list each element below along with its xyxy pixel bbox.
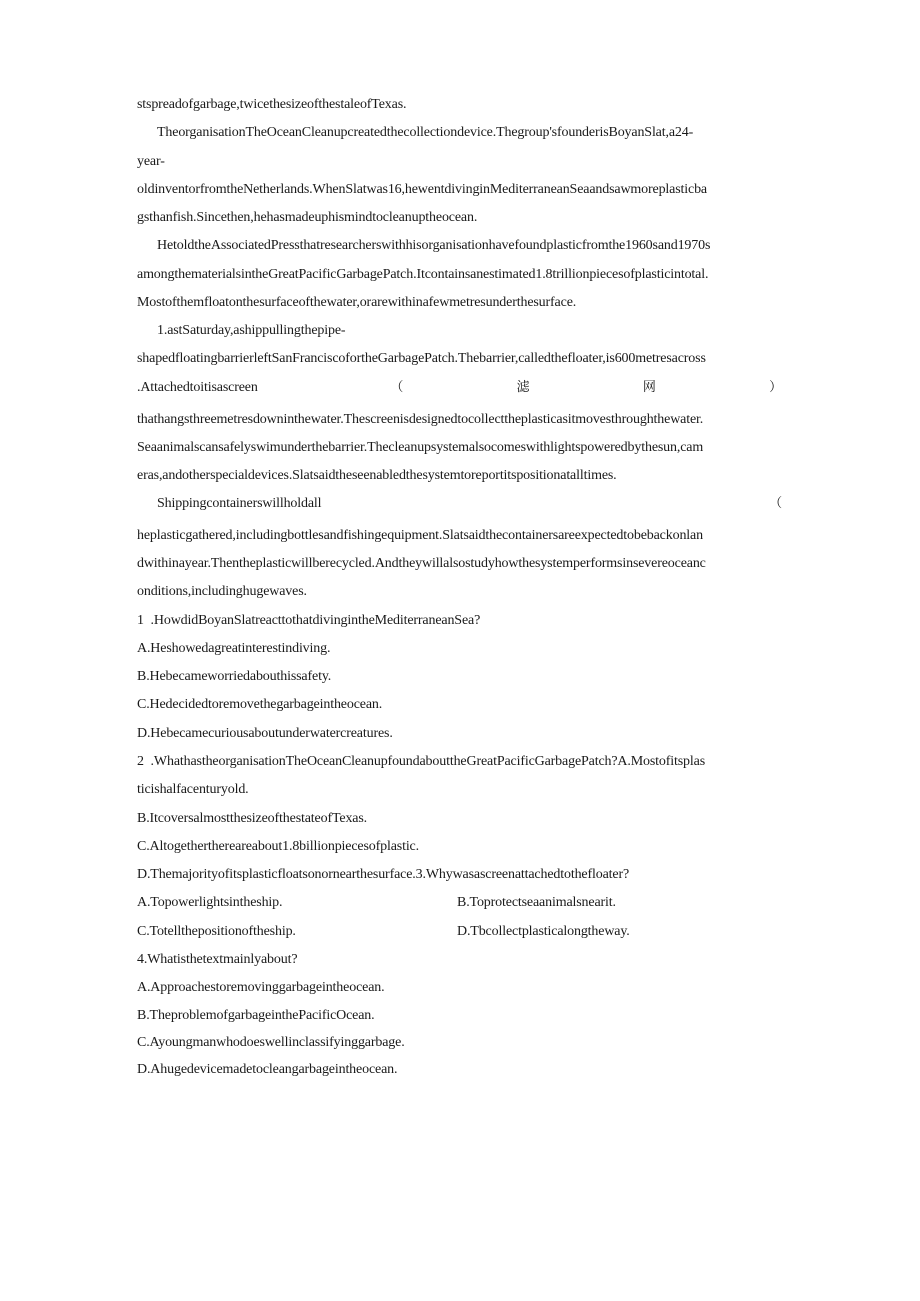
passage-line: 1.astSaturday,ashippullingthepipe-	[157, 323, 346, 338]
passage-line: amongthematerialsintheGreatPacificGarbagePatch.Itcontainsanestimated1.8trillionpiecesofplasticintotal.	[137, 267, 709, 282]
answer-option: B.TheproblemofgarbageinthePacificOcean.	[137, 1008, 375, 1023]
answer-option: C.Totellthepositionoftheship.	[137, 924, 296, 939]
passage-line: Seaanimalscansafelyswimunderthebarrier.Thecleanupsystemalsocomeswithlightspoweredbythesun,cam	[137, 440, 704, 455]
passage-line: HetoldtheAssociatedPressthatresearcherswithhisorganisationhavefoundplasticfromthe1960sand1970s	[157, 238, 711, 253]
answer-option: A.Approachestoremovinggarbageintheocean.	[137, 980, 385, 995]
passage-line: year-	[137, 154, 165, 169]
passage-line-justified	[137, 379, 782, 397]
answer-option: B.Hebecameworriedabouthissafety.	[137, 669, 332, 684]
passage-line: oldinventorfromtheNetherlands.WhenSlatwas16,hewentdivinginMediterraneanSeaandsawmoreplasticba	[137, 182, 707, 197]
passage-text: .Attachedtoitisascreen	[137, 380, 258, 395]
chinese-gloss: 滤	[516, 380, 530, 395]
answer-option: D.Hebecamecuriousaboutunderwatercreatures.	[137, 726, 393, 741]
passage-line: heplasticgathered,includingbottlesandfishingequipment.Slatsaidthecontainersareexpectedtobebackonlan	[137, 528, 703, 543]
passage-line-justified	[157, 495, 782, 513]
answer-option: A.Heshowedagreatinterestindiving.	[137, 641, 331, 656]
answer-option: D.Ahugedevicemadetocleangarbageintheocean.	[137, 1062, 398, 1077]
passage-line: stspreadofgarbage,twicethesizeofthestaleofTexas.	[137, 97, 407, 112]
answer-option: C.Altogetherthereareabout1.8billionpiecesofplastic.	[137, 839, 419, 854]
passage-line: onditions,includinghugewaves.	[137, 584, 307, 599]
answer-option: A.Topowerlightsintheship.	[137, 895, 283, 910]
passage-text: Shippingcontainerswillholdall	[157, 496, 322, 511]
answer-option: B.Toprotectseaanimalsnearit.	[457, 895, 616, 910]
question-stem: 4.Whatisthetextmainlyabout?	[137, 952, 298, 967]
passage-line: Mostofthemfloatonthesurfaceofthewater,orarewithinafewmetresunderthesurface.	[137, 295, 577, 310]
passage-line: dwithinayear.Thentheplasticwillberecycled.Andtheywillalsostudyhowthesystemperformsinsevereoceanc	[137, 556, 706, 571]
answer-option: ticishalfacenturyold.	[137, 782, 249, 797]
passage-line: thathangsthreemetresdowninthewater.Thescreenisdesignedtocollecttheplasticasitmovesthroughthewater.	[137, 412, 704, 427]
question-stem: 2 .WhathastheorganisationTheOceanCleanupfoundabouttheGreatPacificGarbagePatch?A.Mostofitsplas	[137, 754, 706, 769]
answer-option: B.ItcoversalmostthesizeofthestateofTexas.	[137, 811, 368, 826]
answer-option: D.Tbcollectplasticalongtheway.	[457, 924, 630, 939]
passage-line: TheorganisationTheOceanCleanupcreatedthecollectiondevice.Thegroup'sfounderisBoyanSlat,a24-	[157, 125, 694, 140]
question-stem: 1 .HowdidBoyanSlatreacttothatdivingintheMediterraneanSea?	[137, 613, 481, 628]
passage-line: gsthanfish.Sincethen,hehasmadeuphismindtocleanuptheocean.	[137, 210, 478, 225]
chinese-gloss: 网	[642, 380, 656, 395]
paren-open: （	[390, 380, 404, 395]
answer-option: C.Ayoungmanwhodoeswellinclassifyinggarbage.	[137, 1035, 405, 1050]
answer-option: C.Hedecidedtoremovethegarbageintheocean.	[137, 697, 383, 712]
passage-line: shapedfloatingbarrierleftSanFranciscofortheGarbagePatch.Thebarrier,calledthefloater,is600metresacross	[137, 351, 706, 366]
paren-open: （	[769, 496, 782, 511]
paren-close: ）	[769, 380, 782, 395]
answer-option: D.Themajorityofitsplasticfloatsonornearthesurface.3.Whywasascreenattachedtothefloater?	[137, 867, 630, 882]
passage-line: eras,andotherspecialdevices.Slatsaidtheseenabledthesystemtoreportitspositionatalltimes.	[137, 468, 617, 483]
